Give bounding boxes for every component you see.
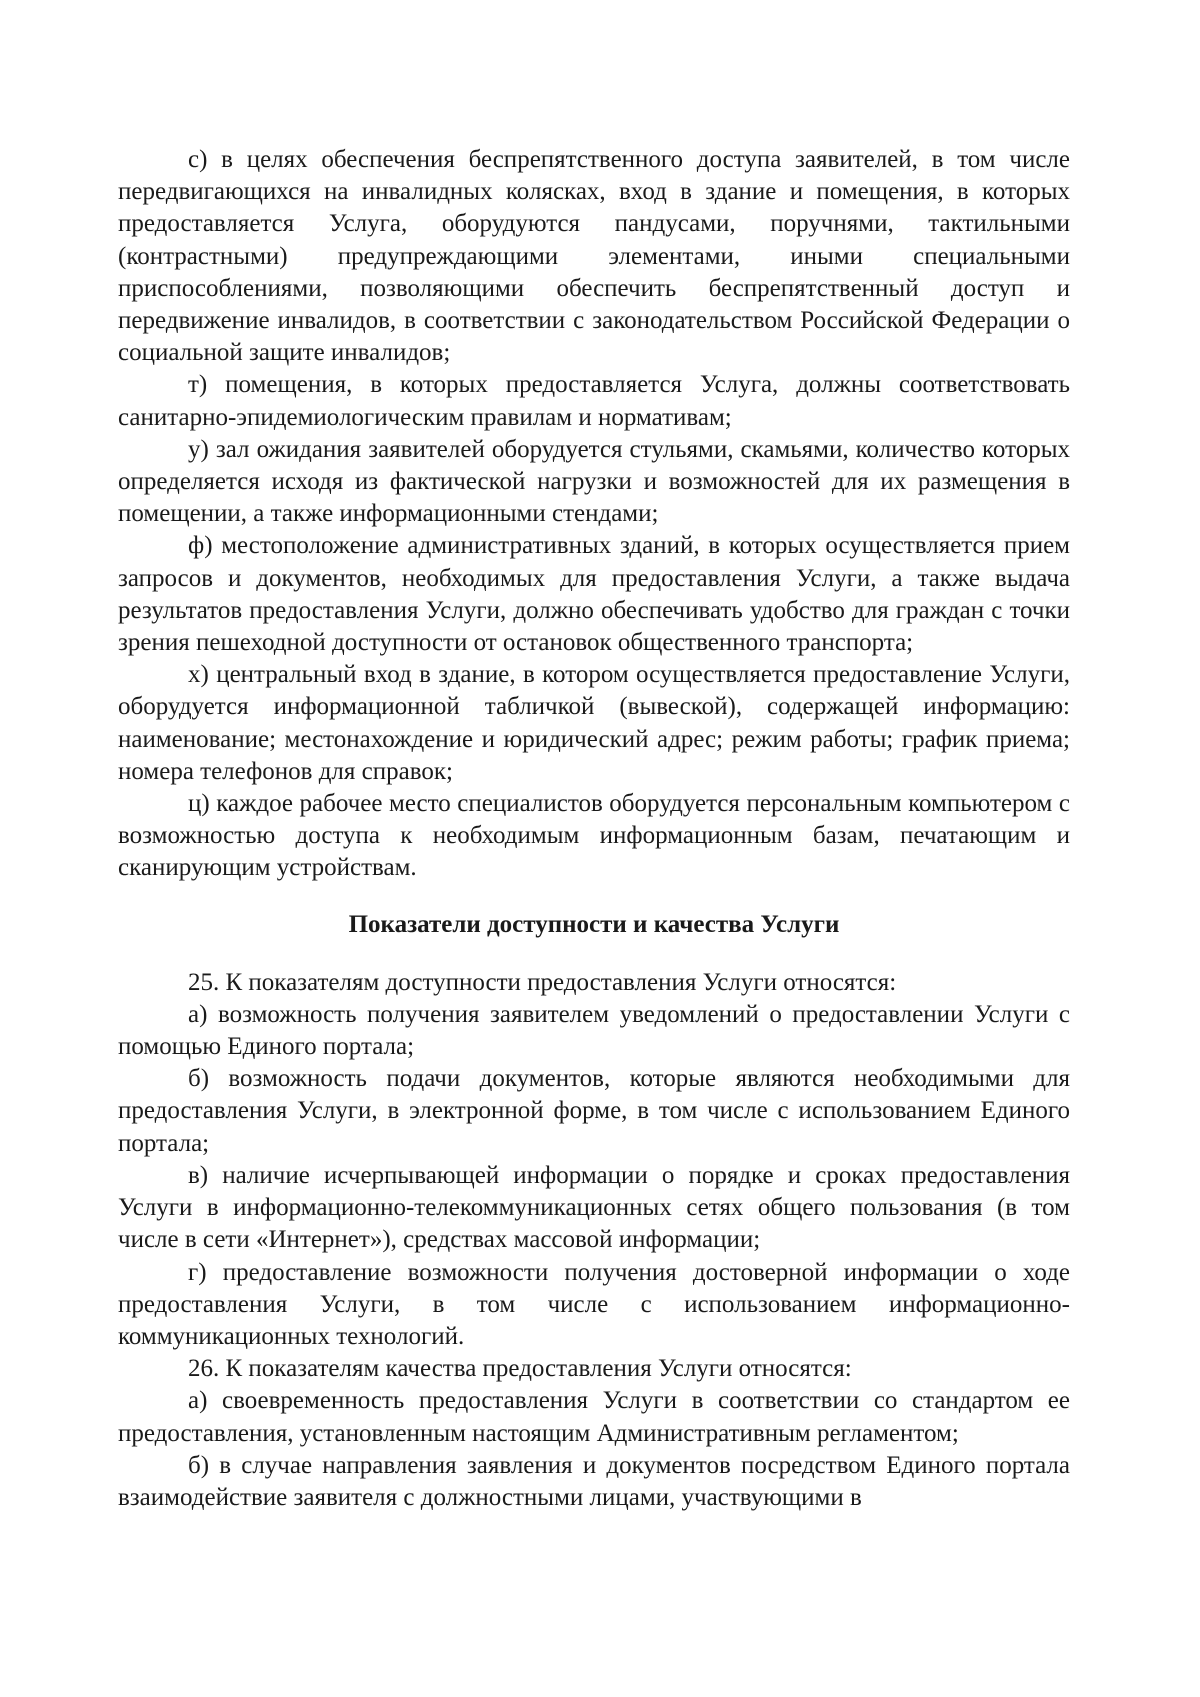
paragraph-25-g: г) предоставление возможности получения достоверной информации о ходе предоставления Услуги, в том числе с использованием информационно-коммуникационных технологий. [118,1258,1070,1350]
paragraph-25-b: б) возможность подачи документов, которые являются необходимыми для предоставления Услуги, в электронной форме, в том числе с использованием Единого портала; [118,1065,1070,1157]
paragraph-25: 25. К показателям доступности предоставления Услуги относятся: [188,968,897,996]
paragraph-item-s: с) в целях обеспечения беспрепятственного доступа заявителей, в том числе передвигающихся на инвалидных колясках, вход в здание и помещения, в которых предоставляется Услуга, оборудуются пандусами, поручнями, тактильными (контрастными) предупреждающими элементами, иными специальными приспособлениями, позволяющими обеспечить беспрепятственный доступ и передвижение инвалидов, в соответствии с законодательством Российской Федерации о социальной защите инвалидов; [118,146,1070,367]
paragraph-item-kh: х) центральный вход в здание, в котором осуществляется предоставление Услуги, оборудуется информационной табличкой (вывеской), содержащей информацию: наименование; местонахождение и юридический адрес; режим работы; график приема; номера телефонов для справок; [118,661,1070,785]
document-page [118,144,1070,1514]
paragraph-item-u: у) зал ожидания заявителей оборудуется стульями, скамьями, количество которых определяется исходя из фактической нагрузки и возможностей для их размещения в помещении, а также информационными стендами; [118,435,1070,528]
paragraph-item-f: ф) местоположение административных зданий, в которых осуществляется прием запросов и документов, необходимых для предоставления Услуги, а также выдача результатов предоставления Услуги, должно обеспечивать удобство для граждан с точки зрения пешеходной доступности от остановок общественного транспорта; [118,532,1070,657]
paragraph-26-b: б) в случае направления заявления и документов посредством Единого портала взаимодействие заявителя с должностными лицами, участвующими в [118,1451,1070,1511]
paragraph-26: 26. К показателям качества предоставления Услуги относятся: [188,1355,852,1383]
paragraph-26-a: а) своевременность предоставления Услуги в соответствии со стандартом ее предоставления, установленным настоящим Административным регламентом; [118,1387,1070,1447]
paragraph-item-t: т) помещения, в которых предоставляется Услуга, должны соответствовать санитарно-эпидемиологическим правилам и нормативам; [118,371,1070,431]
section-heading: Показатели доступности и качества Услуги [348,910,840,938]
paragraph-item-ts: ц) каждое рабочее место специалистов оборудуется персональным компьютером с возможностью доступа к необходимым информационным базам, печатающим и сканирующим устройствам. [118,790,1070,882]
paragraph-25-a: а) возможность получения заявителем уведомлений о предоставлении Услуги с помощью Единого портала; [118,1000,1070,1061]
paragraph-25-v: в) наличие исчерпывающей информации о порядке и сроках предоставления Услуги в информационно-телекоммуникационных сетях общего пользования (в том числе в сети «Интернет»), средствах массовой информации; [118,1161,1070,1254]
